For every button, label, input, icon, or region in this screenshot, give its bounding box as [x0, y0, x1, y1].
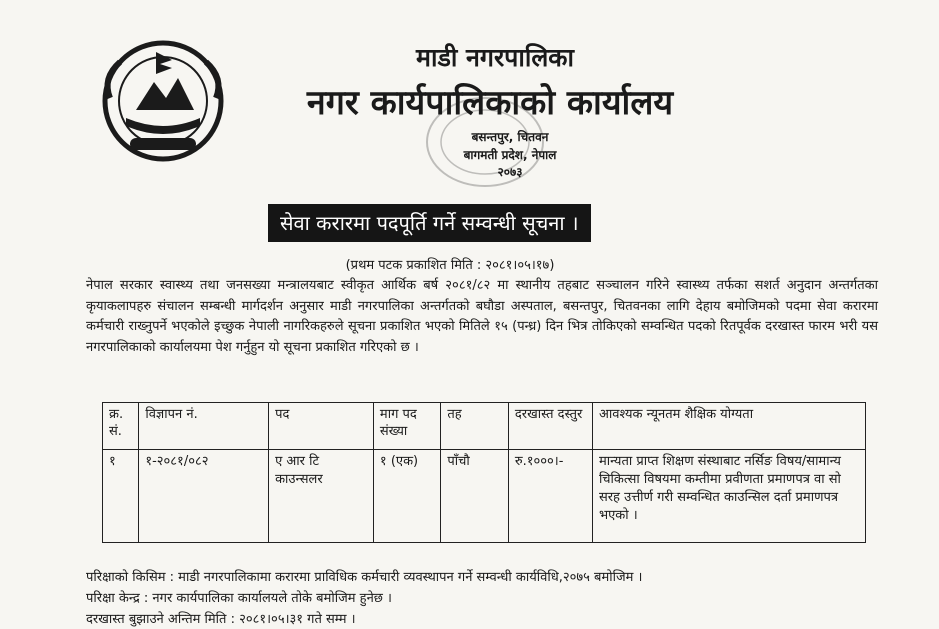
- notice-body: नेपाल सरकार स्वास्थ्य तथा जनसख्या मन्त्रालयबाट स्वीकृत आर्थिक बर्ष २०८१/८२ मा स्थानीय तहबाट सञ्चालन गरिने स्वास्थ्य तर्फका सशर्त अनुदान अन्तर्गतका कृयाकलापहरु संचालन सम्बन्धी मार्गदर्शन अनुसार माडी नगरपालिका अन्तर्गतको बघौडा अस्पताल, बसन्तपुर, चितवनका लागि देहाय बमोजिमको पदमा सेवा करारमा कर्मचारी राख्नुपर्ने भएकोले इच्छुक नेपाली नागरिकहरुले सूचना प्रकाशित भएको मितिले १५ (पन्ध्र) दिन भित्र तोकिएको सम्वन्धित पदको रितपूर्वक दरखास्त फारम भरी यस नगरपालिकाको कार्यालयमा पेश गर्नुहुन यो सूचना प्रकाशित गरिएको छ ।: [86, 278, 878, 355]
- header-fee: दरखास्त दस्तुर: [508, 403, 592, 450]
- table-row: [103, 450, 866, 543]
- nepal-emblem-logo: [96, 38, 230, 164]
- office-name: नगर कार्यपालिकाको कार्यालय: [306, 83, 674, 123]
- cell-level: पाँचौ: [441, 450, 508, 543]
- header-serial: क्र. सं.: [103, 403, 139, 450]
- header-post-count: माग पद संख्या: [373, 403, 440, 450]
- vacancy-table: [102, 402, 866, 543]
- exam-center: परिक्षा केन्द्र : नगर कार्यपालिका कार्यालयले तोके बमोजिम हुनेछ ।: [86, 591, 392, 606]
- cell-post-count: १ (एक): [373, 450, 440, 543]
- address-line-1: बसन्तपुर, चितवन: [471, 130, 549, 144]
- established-year: २०७३: [497, 165, 523, 179]
- cell-advert-no: १-२०८१/०८२: [139, 450, 269, 543]
- header-advert-no: विज्ञापन नं.: [139, 403, 269, 450]
- header-post: पद: [269, 403, 374, 450]
- cell-serial: १: [103, 450, 139, 543]
- application-deadline: दरखास्त बुझाउने अन्तिम मिति : २०८१।०५।३१ गते सम्म ।: [86, 612, 356, 627]
- cell-post: ए आर टि काउन्सलर: [269, 450, 374, 543]
- notice-title: सेवा करारमा पदपूर्ति गर्ने सम्वन्धी सूचना ।: [268, 204, 591, 242]
- municipality-name: माडी नगरपालिका: [416, 43, 574, 72]
- table-header-row: [103, 403, 866, 450]
- cell-fee: रु.१०००।-: [508, 450, 592, 543]
- cell-qualification: मान्यता प्राप्त शिक्षण संस्थाबाट नर्सिङ विषय/सामान्य चिकित्सा विषयमा कम्तीमा प्रवीणता प्रमाणपत्र वा सो सरह उत्तीर्ण गरी सम्वन्धित काउन्सिल दर्ता प्रमाणपत्र भएको ।: [592, 450, 865, 543]
- exam-type: परिक्षाको किसिम : माडी नगरपालिकामा करारमा प्राविधिक कर्मचारी व्यवस्थापन गर्ने सम्वन्धी कार्यविधि,२०७५ बमोजिम ।: [86, 570, 643, 585]
- header-level: तह: [441, 403, 508, 450]
- published-date: (प्रथम पटक प्रकाशित मिति : २०८१।०५।१७): [345, 258, 555, 273]
- header-qualification: आवश्यक न्यूनतम शैक्षिक योग्यता: [592, 403, 865, 450]
- address-line-2: बागमती प्रदेश, नेपाल: [463, 148, 557, 162]
